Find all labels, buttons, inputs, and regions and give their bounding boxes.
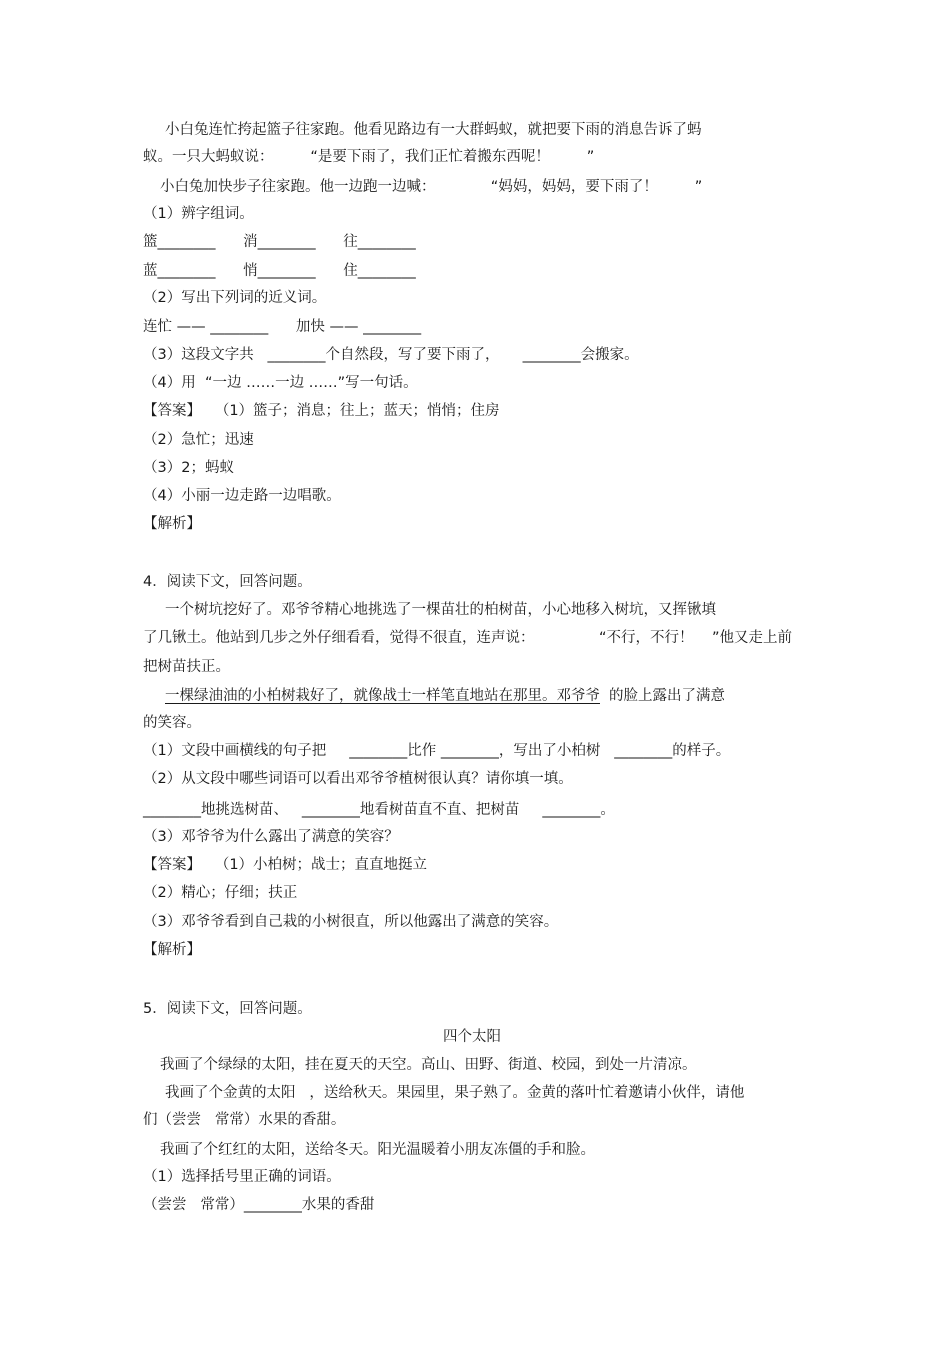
text-line: （3）这段文字共 ________个自然段，写了要下雨了， ________会搬家。 [143, 347, 639, 363]
text-line: （3）邓爷爷为什么露出了满意的笑容？ [143, 829, 399, 845]
text-line: 蓝________ 悄________ 住________ [143, 263, 416, 279]
text-line: 【解析】 [143, 942, 201, 958]
text-line: 小白兔连忙挎起篮子往家跑。他看见路边有一大群蚂蚁，就把要下雨的消息告诉了蚂 [165, 122, 702, 138]
text-line: （2）精心；仔细；扶正 [143, 885, 298, 901]
text-line: 一棵绿油油的小柏树栽好了，就像战士一样笔直地站在那里。邓爷爷 [165, 688, 600, 704]
text-line: 【答案】 （1）篮子；消息；往上；蓝天；悄悄；住房 [143, 403, 500, 419]
text-line: 【解析】 [143, 516, 201, 532]
text-line: （4）用 “一边 ……一边 ……”写一句话。 [143, 375, 418, 391]
text-line: （2）急忙；迅速 [143, 432, 254, 448]
text-line: 【答案】 （1）小柏树；战士；直直地挺立 [143, 857, 428, 873]
text-line: 篮________ 消________ 往________ [143, 234, 416, 250]
text-line: （2）从文段中哪些词语可以看出邓爷爷植树很认真？请你填一填。 [143, 771, 573, 787]
text-line: 把树苗扶正。 [143, 659, 230, 675]
text-line: （1）辨字组词。 [143, 206, 254, 222]
text-line: （2）写出下列词的近义词。 [143, 290, 327, 306]
text-line: 我画了个金黄的太阳 ，送给秋天。果园里，果子熟了。金黄的落叶忙着邀请小伙伴，请他 [165, 1085, 745, 1101]
text-line: （1）文段中画横线的句子把 ________比作 ________，写出了小柏树 ________的样子。 [143, 743, 731, 759]
story-title: 四个太阳 [443, 1029, 501, 1045]
text-line: （3）邓爷爷看到自己栽的小树很直，所以他露出了满意的笑容。 [143, 914, 559, 930]
text-line: （4）小丽一边走路一边唱歌。 [143, 488, 341, 504]
text-line: 的脸上露出了满意 [609, 688, 725, 704]
text-line: 一个树坑挖好了。邓爷爷精心地挑选了一棵苗壮的柏树苗，小心地移入树坑，又挥锹填 [165, 602, 716, 618]
text-line: 的笑容。 [143, 715, 201, 731]
text-line: 蚁。一只大蚂蚁说： “是要下雨了，我们正忙着搬东西呢！ ” [143, 149, 595, 165]
text-line: （3）2；蚂蚁 [143, 460, 234, 476]
text-line: ________地挑选树苗、 ________地看树苗直不直、把树苗 ________。 [143, 802, 615, 818]
text-line: 小白兔加快步子往家跑。他一边跑一边喊： “妈妈，妈妈，要下雨了！ ” [160, 179, 703, 195]
text-line: 4．阅读下文，回答问题。 [143, 574, 312, 590]
text-line: （尝尝 常常）________水果的香甜 [143, 1197, 375, 1213]
text-line: 我画了个绿绿的太阳，挂在夏天的天空。高山、田野、街道、校园，到处一片清凉。 [160, 1057, 697, 1073]
text-line: 我画了个红红的太阳，送给冬天。阳光温暖着小朋友冻僵的手和脸。 [160, 1142, 595, 1158]
text-line: 们（尝尝 常常）水果的香甜。 [143, 1112, 346, 1128]
text-line: 5．阅读下文，回答问题。 [143, 1001, 312, 1017]
text-line: （1）选择括号里正确的词语。 [143, 1169, 341, 1185]
text-line: 了几锹土。他站到几步之外仔细看看，觉得不很直，连声说： “不行，不行！ ”他又走上前 [143, 630, 792, 646]
text-line: 连忙 —— ________ 加快 —— ________ [143, 319, 422, 335]
